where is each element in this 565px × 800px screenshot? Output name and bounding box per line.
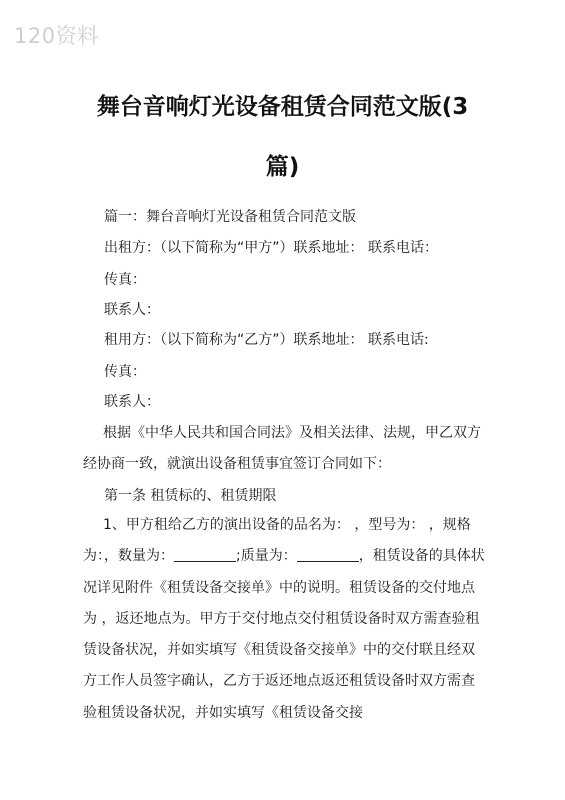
article-heading: 第一条 租赁标的、租赁期限 <box>104 488 277 504</box>
document-title-line1: 舞台音响灯光设备租赁合同范文版(3 <box>96 94 469 120</box>
lessee-contact: 联系人： <box>104 394 160 410</box>
quality-blank <box>297 547 359 562</box>
quantity-blank <box>174 547 236 562</box>
lessee-line: 租用方：（以下简称为“乙方”）联系地址： 联系电话: <box>104 332 429 348</box>
clause-paragraph <box>83 510 485 729</box>
lessor-line: 出租方：（以下简称为“甲方”）联系地址： 联系电话： <box>104 240 438 256</box>
document-title-line2: 篇) <box>265 154 300 180</box>
lessee-fax: 传真： <box>104 364 146 380</box>
lessor-fax: 传真： <box>104 272 146 288</box>
clause-text-1: 1、甲方租给乙方的演出设备的品名为： ，型号为： ，规格为：，数量为： <box>83 517 471 565</box>
preamble-paragraph: 根据《中华人民共和国合同法》及相关法律、法规，甲乙双方经协商一致，就演出设备租赁事宜签订合同如下： <box>83 425 481 473</box>
clause-text-2: ;质量为： <box>236 548 297 565</box>
clause-text-3: ，租赁设备的具体状况详见附件《租赁设备交接单》中的说明。租赁设备的交付地点为 ，返还地点为。甲方于交付地点交付租赁设备时双方需查验租赁设备状况，并如实填写《租赁设备交接单》中的交付联且经双方工作人员签字确认，乙方于返还地点返还租赁设备时双方需查验租赁设备状况，并如实填写《租赁设备交接 <box>83 548 485 721</box>
section-heading: 篇一：舞台音响灯光设备租赁合同范文版 <box>104 209 356 225</box>
watermark: 120资料 <box>14 24 99 48</box>
lessor-contact: 联系人： <box>104 302 160 318</box>
